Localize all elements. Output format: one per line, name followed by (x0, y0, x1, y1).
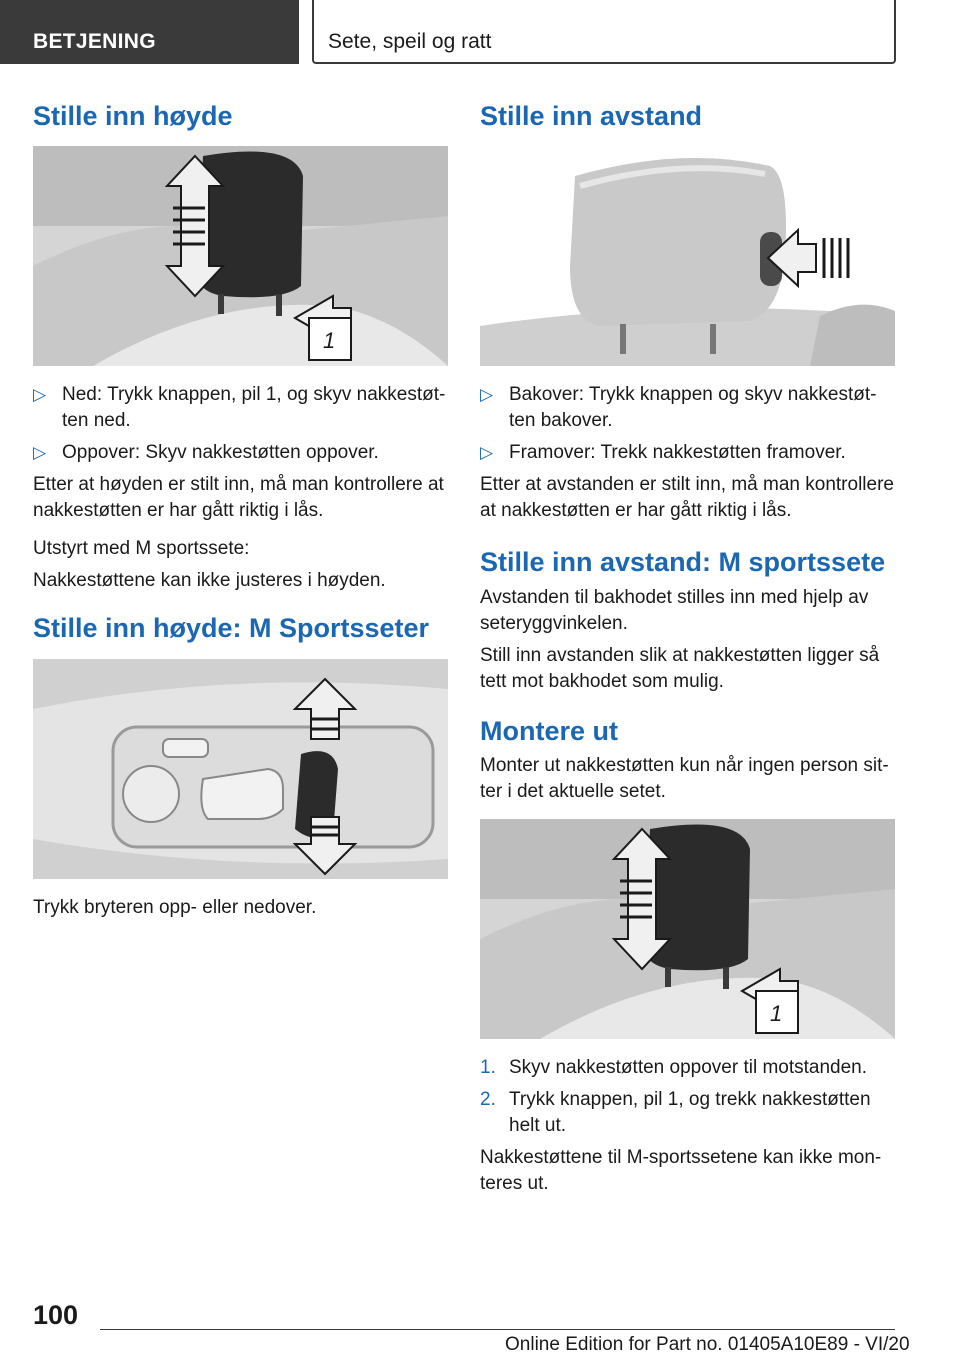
remove-steps-list (480, 1055, 895, 1139)
figure-callout-1: 1 (323, 328, 336, 354)
paragraph-m-sport-no-remove: Nakkestøttene til M-sportssetene kan ikke mon-teres ut. (480, 1147, 882, 1195)
paragraph-height-check: Etter at høyden er stilt inn, må man kontrollere at nakkestøtten er har gått riktig i lås. (33, 474, 444, 522)
distance-bullet-list (480, 382, 895, 466)
list-item (33, 382, 448, 434)
step-number: 1. (480, 1057, 496, 1079)
paragraph-distance-check: Etter at avstanden er stilt inn, må man kontrollere at nakkestøtten er har gått riktig i lås. (480, 474, 894, 522)
list-item (480, 1087, 895, 1139)
footer-edition-text: Online Edition for Part no. 01405A10E89 - VI/20 (505, 1334, 910, 1355)
list-item (480, 1055, 895, 1081)
bullet-text: Bakover: Trykk knappen og skyv nakkestøt-ten bakover. (509, 384, 877, 432)
heading-adjust-distance: Stille inn avstand (480, 101, 703, 131)
list-item (480, 440, 895, 466)
step-text: Skyv nakkestøtten oppover til motstanden. (509, 1057, 868, 1079)
bullet-text: Framover: Trekk nakkestøtten framover. (509, 442, 846, 464)
header-chapter-label: Sete, speil og ratt (328, 30, 492, 53)
heading-adjust-height: Stille inn høyde (33, 101, 233, 131)
bullet-text: Oppover: Skyv nakkestøtten oppover. (62, 442, 379, 464)
heading-distance-m-sport: Stille inn avstand: M sportssete (480, 547, 886, 578)
triangle-bullet-icon: ▷ (33, 385, 47, 405)
list-item (33, 440, 448, 466)
paragraph-distance-seatback: Avstanden til bakhodet stilles inn med hjelp av seteryggvinkelen. (480, 586, 869, 634)
header-section-tab (0, 0, 299, 64)
paragraph-m-sport-equipped: Utstyrt med M sportssete: (33, 538, 250, 560)
paragraph-distance-close: Still inn avstanden slik at nakkestøtten ligger så tett mot bakhodet som mulig. (480, 644, 880, 692)
step-text: Trykk knappen, pil 1, og trekk nakkestøtten helt ut. (509, 1089, 871, 1137)
footer-divider (100, 1329, 895, 1330)
step-number: 2. (480, 1089, 496, 1111)
figure-seat-switch (33, 659, 448, 879)
figure-callout-1: 1 (770, 1001, 783, 1027)
height-bullet-list (33, 382, 448, 466)
header-section-label: BETJENING (33, 30, 156, 53)
list-item (480, 382, 895, 434)
triangle-bullet-icon: ▷ (480, 443, 494, 463)
right-column (480, 100, 895, 1197)
header-chapter-tab (312, 0, 896, 64)
figure-headrest-remove (480, 819, 895, 1039)
figure-headrest-distance (480, 146, 895, 366)
figure-headrest-height (33, 146, 448, 366)
left-column (33, 100, 448, 921)
triangle-bullet-icon: ▷ (480, 385, 494, 405)
heading-height-m-sport: Stille inn høyde: M Sportsseter (33, 613, 430, 644)
paragraph-press-switch: Trykk bryteren opp- eller nedover. (33, 896, 317, 918)
paragraph-m-sport-no-height: Nakkestøttene kan ikke justeres i høyden. (33, 570, 386, 592)
bullet-text: Ned: Trykk knappen, pil 1, og skyv nakkestøt-ten ned. (62, 384, 446, 432)
page-number: 100 (33, 1300, 79, 1330)
paragraph-remove-condition: Monter ut nakkestøtten kun når ingen person sit-ter i det aktuelle setet. (480, 755, 889, 803)
heading-remove: Montere ut (480, 715, 618, 746)
triangle-bullet-icon: ▷ (33, 443, 47, 463)
